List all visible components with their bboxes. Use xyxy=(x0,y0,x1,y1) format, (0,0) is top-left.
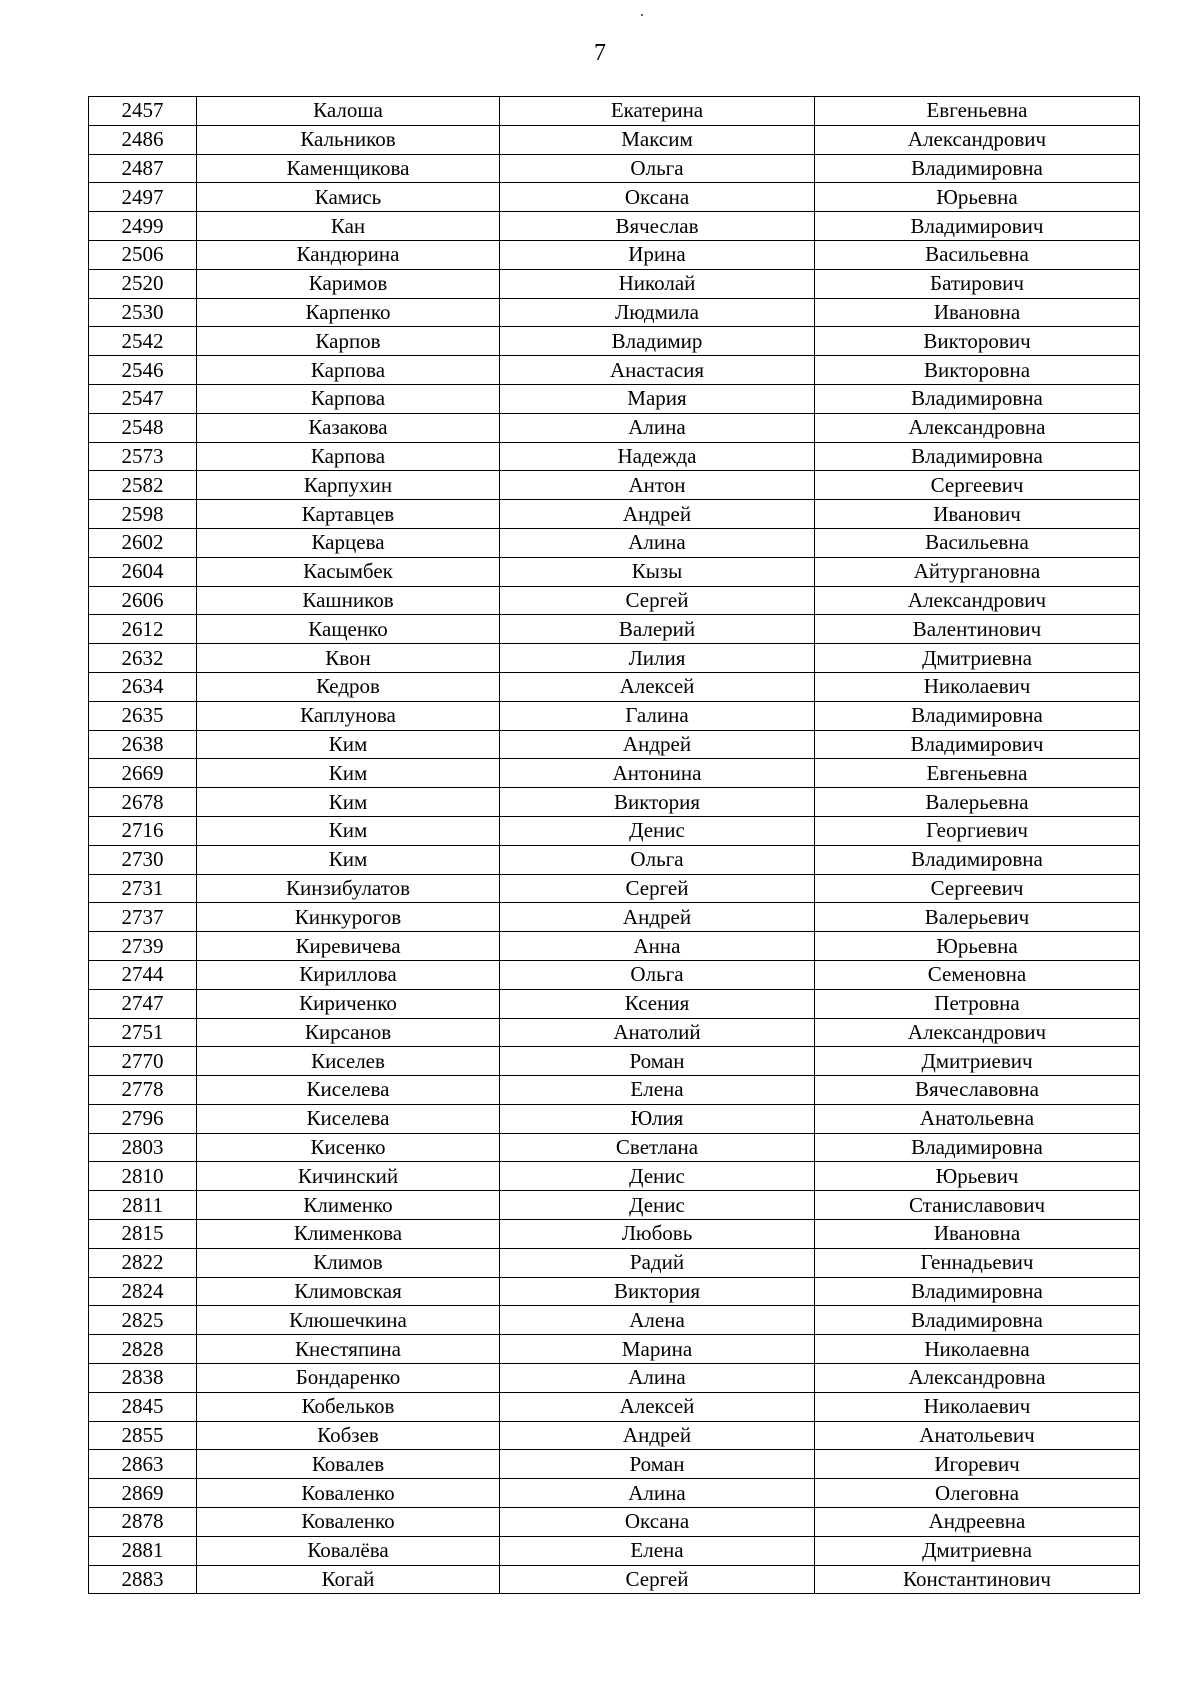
record-number-cell: 2669 xyxy=(89,759,197,788)
table-row xyxy=(89,125,1140,154)
record-number-cell: 2678 xyxy=(89,788,197,817)
first-name-cell: Андрей xyxy=(500,903,815,932)
table-row xyxy=(89,932,1140,961)
table-row xyxy=(89,1220,1140,1249)
last-name-cell: Кандюрина xyxy=(197,240,500,269)
table-row xyxy=(89,212,1140,241)
table-row xyxy=(89,816,1140,845)
last-name-cell: Клюшечкина xyxy=(197,1306,500,1335)
first-name-cell: Антонина xyxy=(500,759,815,788)
record-number-cell: 2751 xyxy=(89,1018,197,1047)
table-row xyxy=(89,1392,1140,1421)
patronymic-cell: Евгеньевна xyxy=(815,759,1140,788)
record-number-cell: 2602 xyxy=(89,528,197,557)
record-number-cell: 2604 xyxy=(89,557,197,586)
record-number-cell: 2638 xyxy=(89,730,197,759)
first-name-cell: Андрей xyxy=(500,730,815,759)
table-row xyxy=(89,615,1140,644)
table-row xyxy=(89,269,1140,298)
last-name-cell: Ким xyxy=(197,788,500,817)
record-number-cell: 2730 xyxy=(89,845,197,874)
table-row xyxy=(89,1191,1140,1220)
record-number-cell: 2632 xyxy=(89,644,197,673)
first-name-cell: Елена xyxy=(500,1076,815,1105)
table-row xyxy=(89,1508,1140,1537)
patronymic-cell: Викторович xyxy=(815,327,1140,356)
patronymic-cell: Дмитриевич xyxy=(815,1047,1140,1076)
last-name-cell: Картавцев xyxy=(197,500,500,529)
first-name-cell: Марина xyxy=(500,1335,815,1364)
first-name-cell: Антон xyxy=(500,471,815,500)
table-row xyxy=(89,960,1140,989)
last-name-cell: Ковалёва xyxy=(197,1536,500,1565)
table-row xyxy=(89,788,1140,817)
table-row xyxy=(89,298,1140,327)
patronymic-cell: Константинович xyxy=(815,1565,1140,1594)
first-name-cell: Виктория xyxy=(500,788,815,817)
last-name-cell: Климов xyxy=(197,1248,500,1277)
first-name-cell: Ольга xyxy=(500,154,815,183)
last-name-cell: Каплунова xyxy=(197,701,500,730)
last-name-cell: Ким xyxy=(197,816,500,845)
table-row xyxy=(89,356,1140,385)
patronymic-cell: Сергеевич xyxy=(815,471,1140,500)
first-name-cell: Роман xyxy=(500,1047,815,1076)
last-name-cell: Клименко xyxy=(197,1191,500,1220)
record-number-cell: 2811 xyxy=(89,1191,197,1220)
patronymic-cell: Владимирович xyxy=(815,730,1140,759)
record-number-cell: 2863 xyxy=(89,1450,197,1479)
record-number-cell: 2573 xyxy=(89,442,197,471)
first-name-cell: Анна xyxy=(500,932,815,961)
last-name-cell: Кириченко xyxy=(197,989,500,1018)
roster-body xyxy=(89,97,1140,1594)
last-name-cell: Ким xyxy=(197,845,500,874)
last-name-cell: Бондаренко xyxy=(197,1364,500,1393)
record-number-cell: 2810 xyxy=(89,1162,197,1191)
table-row xyxy=(89,183,1140,212)
table-row xyxy=(89,413,1140,442)
last-name-cell: Кирсанов xyxy=(197,1018,500,1047)
last-name-cell: Киселев xyxy=(197,1047,500,1076)
record-number-cell: 2606 xyxy=(89,586,197,615)
patronymic-cell: Валерьевич xyxy=(815,903,1140,932)
first-name-cell: Андрей xyxy=(500,1421,815,1450)
patronymic-cell: Георгиевич xyxy=(815,816,1140,845)
patronymic-cell: Александрович xyxy=(815,1018,1140,1047)
record-number-cell: 2803 xyxy=(89,1133,197,1162)
first-name-cell: Ирина xyxy=(500,240,815,269)
patronymic-cell: Ивановна xyxy=(815,1220,1140,1249)
patronymic-cell: Валерьевна xyxy=(815,788,1140,817)
record-number-cell: 2838 xyxy=(89,1364,197,1393)
first-name-cell: Светлана xyxy=(500,1133,815,1162)
first-name-cell: Мария xyxy=(500,384,815,413)
patronymic-cell: Васильевна xyxy=(815,528,1140,557)
first-name-cell: Сергей xyxy=(500,586,815,615)
first-name-cell: Юлия xyxy=(500,1104,815,1133)
table-row xyxy=(89,500,1140,529)
record-number-cell: 2828 xyxy=(89,1335,197,1364)
patronymic-cell: Николаевич xyxy=(815,1392,1140,1421)
first-name-cell: Надежда xyxy=(500,442,815,471)
last-name-cell: Когай xyxy=(197,1565,500,1594)
patronymic-cell: Андреевна xyxy=(815,1508,1140,1537)
patronymic-cell: Владимирович xyxy=(815,212,1140,241)
record-number-cell: 2598 xyxy=(89,500,197,529)
last-name-cell: Кнестяпина xyxy=(197,1335,500,1364)
table-row xyxy=(89,1047,1140,1076)
record-number-cell: 2635 xyxy=(89,701,197,730)
table-row xyxy=(89,845,1140,874)
last-name-cell: Кальников xyxy=(197,125,500,154)
table-row xyxy=(89,1450,1140,1479)
table-row xyxy=(89,730,1140,759)
first-name-cell: Екатерина xyxy=(500,97,815,126)
patronymic-cell: Сергеевич xyxy=(815,874,1140,903)
last-name-cell: Климовская xyxy=(197,1277,500,1306)
last-name-cell: Кисенко xyxy=(197,1133,500,1162)
record-number-cell: 2634 xyxy=(89,672,197,701)
record-number-cell: 2530 xyxy=(89,298,197,327)
last-name-cell: Каримов xyxy=(197,269,500,298)
first-name-cell: Роман xyxy=(500,1450,815,1479)
record-number-cell: 2486 xyxy=(89,125,197,154)
record-number-cell: 2547 xyxy=(89,384,197,413)
table-row xyxy=(89,1104,1140,1133)
record-number-cell: 2497 xyxy=(89,183,197,212)
record-number-cell: 2824 xyxy=(89,1277,197,1306)
table-row xyxy=(89,586,1140,615)
last-name-cell: Карпенко xyxy=(197,298,500,327)
last-name-cell: Коваленко xyxy=(197,1508,500,1537)
first-name-cell: Елена xyxy=(500,1536,815,1565)
last-name-cell: Калоша xyxy=(197,97,500,126)
record-number-cell: 2744 xyxy=(89,960,197,989)
record-number-cell: 2737 xyxy=(89,903,197,932)
record-number-cell: 2499 xyxy=(89,212,197,241)
last-name-cell: Карпова xyxy=(197,442,500,471)
record-number-cell: 2869 xyxy=(89,1479,197,1508)
first-name-cell: Галина xyxy=(500,701,815,730)
table-row xyxy=(89,327,1140,356)
patronymic-cell: Евгеньевна xyxy=(815,97,1140,126)
last-name-cell: Киревичева xyxy=(197,932,500,961)
patronymic-cell: Батирович xyxy=(815,269,1140,298)
record-number-cell: 2747 xyxy=(89,989,197,1018)
last-name-cell: Карпухин xyxy=(197,471,500,500)
first-name-cell: Ольга xyxy=(500,845,815,874)
patronymic-cell: Николаевич xyxy=(815,672,1140,701)
record-number-cell: 2487 xyxy=(89,154,197,183)
first-name-cell: Алексей xyxy=(500,1392,815,1421)
first-name-cell: Алина xyxy=(500,1364,815,1393)
record-number-cell: 2612 xyxy=(89,615,197,644)
patronymic-cell: Васильевна xyxy=(815,240,1140,269)
table-row xyxy=(89,1248,1140,1277)
last-name-cell: Ким xyxy=(197,759,500,788)
last-name-cell: Киселева xyxy=(197,1104,500,1133)
patronymic-cell: Владимировна xyxy=(815,701,1140,730)
last-name-cell: Каменщикова xyxy=(197,154,500,183)
first-name-cell: Денис xyxy=(500,1191,815,1220)
record-number-cell: 2881 xyxy=(89,1536,197,1565)
last-name-cell: Карпова xyxy=(197,356,500,385)
last-name-cell: Кан xyxy=(197,212,500,241)
record-number-cell: 2878 xyxy=(89,1508,197,1537)
patronymic-cell: Николаевна xyxy=(815,1335,1140,1364)
table-row xyxy=(89,1421,1140,1450)
patronymic-cell: Дмитриевна xyxy=(815,1536,1140,1565)
last-name-cell: Кащенко xyxy=(197,615,500,644)
first-name-cell: Сергей xyxy=(500,1565,815,1594)
patronymic-cell: Александровна xyxy=(815,413,1140,442)
table-row xyxy=(89,1565,1140,1594)
table-row xyxy=(89,1306,1140,1335)
first-name-cell: Алина xyxy=(500,413,815,442)
record-number-cell: 2883 xyxy=(89,1565,197,1594)
record-number-cell: 2778 xyxy=(89,1076,197,1105)
last-name-cell: Киселева xyxy=(197,1076,500,1105)
patronymic-cell: Юрьевич xyxy=(815,1162,1140,1191)
patronymic-cell: Владимировна xyxy=(815,1133,1140,1162)
record-number-cell: 2548 xyxy=(89,413,197,442)
last-name-cell: Квон xyxy=(197,644,500,673)
table-row xyxy=(89,384,1140,413)
patronymic-cell: Анатольевич xyxy=(815,1421,1140,1450)
patronymic-cell: Владимировна xyxy=(815,845,1140,874)
first-name-cell: Оксана xyxy=(500,1508,815,1537)
patronymic-cell: Владимировна xyxy=(815,154,1140,183)
table-row xyxy=(89,903,1140,932)
last-name-cell: Касымбек xyxy=(197,557,500,586)
patronymic-cell: Владимировна xyxy=(815,384,1140,413)
patronymic-cell: Александрович xyxy=(815,125,1140,154)
last-name-cell: Кобзев xyxy=(197,1421,500,1450)
first-name-cell: Анастасия xyxy=(500,356,815,385)
first-name-cell: Лилия xyxy=(500,644,815,673)
last-name-cell: Клименкова xyxy=(197,1220,500,1249)
first-name-cell: Николай xyxy=(500,269,815,298)
record-number-cell: 2796 xyxy=(89,1104,197,1133)
table-row xyxy=(89,989,1140,1018)
patronymic-cell: Валентинович xyxy=(815,615,1140,644)
last-name-cell: Карпова xyxy=(197,384,500,413)
first-name-cell: Оксана xyxy=(500,183,815,212)
table-row xyxy=(89,644,1140,673)
first-name-cell: Денис xyxy=(500,1162,815,1191)
first-name-cell: Максим xyxy=(500,125,815,154)
table-row xyxy=(89,1335,1140,1364)
first-name-cell: Владимир xyxy=(500,327,815,356)
patronymic-cell: Ивановна xyxy=(815,298,1140,327)
table-row xyxy=(89,442,1140,471)
patronymic-cell: Владимировна xyxy=(815,442,1140,471)
patronymic-cell: Вячеславовна xyxy=(815,1076,1140,1105)
patronymic-cell: Александровна xyxy=(815,1364,1140,1393)
table-row xyxy=(89,1277,1140,1306)
table-row xyxy=(89,97,1140,126)
patronymic-cell: Олеговна xyxy=(815,1479,1140,1508)
last-name-cell: Ковалев xyxy=(197,1450,500,1479)
record-number-cell: 2542 xyxy=(89,327,197,356)
record-number-cell: 2822 xyxy=(89,1248,197,1277)
table-row xyxy=(89,1018,1140,1047)
record-number-cell: 2716 xyxy=(89,816,197,845)
last-name-cell: Кобельков xyxy=(197,1392,500,1421)
last-name-cell: Кинзибулатов xyxy=(197,874,500,903)
patronymic-cell: Станиславович xyxy=(815,1191,1140,1220)
table-row xyxy=(89,874,1140,903)
first-name-cell: Алина xyxy=(500,528,815,557)
patronymic-cell: Дмитриевна xyxy=(815,644,1140,673)
first-name-cell: Ольга xyxy=(500,960,815,989)
first-name-cell: Сергей xyxy=(500,874,815,903)
first-name-cell: Ксения xyxy=(500,989,815,1018)
table-row xyxy=(89,1364,1140,1393)
record-number-cell: 2546 xyxy=(89,356,197,385)
page-number: 7 xyxy=(594,40,606,66)
first-name-cell: Любовь xyxy=(500,1220,815,1249)
patronymic-cell: Анатольевна xyxy=(815,1104,1140,1133)
table-row xyxy=(89,557,1140,586)
record-number-cell: 2506 xyxy=(89,240,197,269)
last-name-cell: Казакова xyxy=(197,413,500,442)
record-number-cell: 2825 xyxy=(89,1306,197,1335)
first-name-cell: Денис xyxy=(500,816,815,845)
record-number-cell: 2770 xyxy=(89,1047,197,1076)
last-name-cell: Карцева xyxy=(197,528,500,557)
first-name-cell: Валерий xyxy=(500,615,815,644)
first-name-cell: Андрей xyxy=(500,500,815,529)
last-name-cell: Ким xyxy=(197,730,500,759)
table-row xyxy=(89,1536,1140,1565)
last-name-cell: Кашников xyxy=(197,586,500,615)
first-name-cell: Людмила xyxy=(500,298,815,327)
first-name-cell: Алексей xyxy=(500,672,815,701)
table-row xyxy=(89,672,1140,701)
table-row xyxy=(89,1076,1140,1105)
record-number-cell: 2845 xyxy=(89,1392,197,1421)
patronymic-cell: Владимировна xyxy=(815,1277,1140,1306)
patronymic-cell: Игоревич xyxy=(815,1450,1140,1479)
record-number-cell: 2739 xyxy=(89,932,197,961)
table-row xyxy=(89,1162,1140,1191)
record-number-cell: 2855 xyxy=(89,1421,197,1450)
record-number-cell: 2520 xyxy=(89,269,197,298)
record-number-cell: 2582 xyxy=(89,471,197,500)
record-number-cell: 2731 xyxy=(89,874,197,903)
patronymic-cell: Семеновна xyxy=(815,960,1140,989)
table-row xyxy=(89,528,1140,557)
roster-table xyxy=(88,96,1140,1594)
first-name-cell: Анатолий xyxy=(500,1018,815,1047)
patronymic-cell: Викторовна xyxy=(815,356,1140,385)
first-name-cell: Кызы xyxy=(500,557,815,586)
record-number-cell: 2457 xyxy=(89,97,197,126)
patronymic-cell: Юрьевна xyxy=(815,183,1140,212)
first-name-cell: Алина xyxy=(500,1479,815,1508)
table-row xyxy=(89,154,1140,183)
first-name-cell: Алена xyxy=(500,1306,815,1335)
patronymic-cell: Владимировна xyxy=(815,1306,1140,1335)
last-name-cell: Кедров xyxy=(197,672,500,701)
patronymic-cell: Иванович xyxy=(815,500,1140,529)
last-name-cell: Кириллова xyxy=(197,960,500,989)
patronymic-cell: Геннадьевич xyxy=(815,1248,1140,1277)
table-row xyxy=(89,1133,1140,1162)
table-row xyxy=(89,1479,1140,1508)
scan-speck xyxy=(641,14,643,16)
patronymic-cell: Петровна xyxy=(815,989,1140,1018)
first-name-cell: Радий xyxy=(500,1248,815,1277)
table-row xyxy=(89,471,1140,500)
last-name-cell: Коваленко xyxy=(197,1479,500,1508)
patronymic-cell: Юрьевна xyxy=(815,932,1140,961)
last-name-cell: Кинкурогов xyxy=(197,903,500,932)
last-name-cell: Камись xyxy=(197,183,500,212)
patronymic-cell: Айтургановна xyxy=(815,557,1140,586)
first-name-cell: Вячеслав xyxy=(500,212,815,241)
patronymic-cell: Александрович xyxy=(815,586,1140,615)
last-name-cell: Кичинский xyxy=(197,1162,500,1191)
table-row xyxy=(89,759,1140,788)
last-name-cell: Карпов xyxy=(197,327,500,356)
table-row xyxy=(89,240,1140,269)
table-row xyxy=(89,701,1140,730)
first-name-cell: Виктория xyxy=(500,1277,815,1306)
record-number-cell: 2815 xyxy=(89,1220,197,1249)
